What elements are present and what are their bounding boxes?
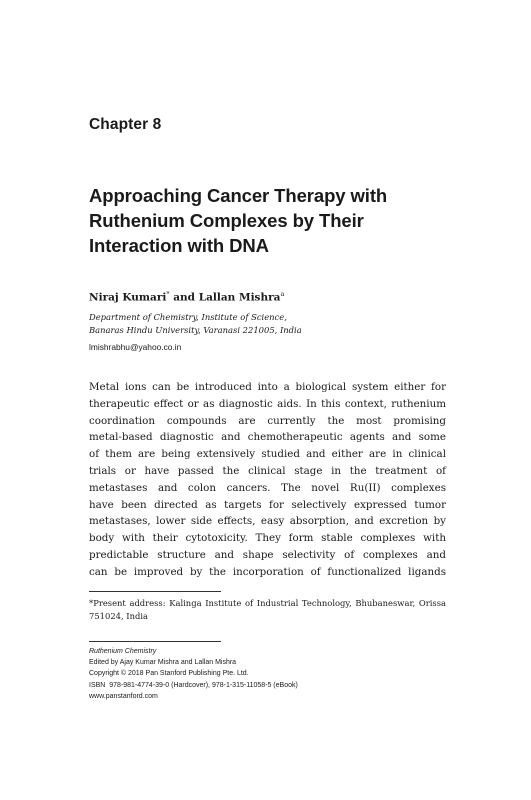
body-line: therapeutic effect or as diagnostic aids. In this context, ruthenium — [89, 397, 446, 410]
body-line: predictable structure and shape selectivity of complexes and — [89, 548, 446, 561]
body-paragraph — [89, 379, 446, 581]
editors-line: Edited by Ajay Kumar Mishra and Lallan Mishra — [89, 659, 237, 667]
publication-info — [89, 646, 298, 702]
chapter-title-line: Interaction with DNA — [89, 235, 269, 256]
book-title: Ruthenium Chemistry — [89, 648, 157, 655]
body-line: can be improved by the incorporation of functionalized ligands — [89, 565, 446, 578]
author-email[interactable]: lmishrabhu@yahoo.co.in — [89, 342, 182, 352]
chapter-label: Chapter 8 — [89, 116, 162, 133]
body-line: Metal ions can be introduced into a biological system either for — [89, 381, 446, 393]
body-line: body with their cytotoxicity. They form stable complexes with — [89, 532, 446, 545]
body-line: trials or have passed the clinical stage in the treatment of — [89, 464, 446, 477]
author-connector: and — [169, 291, 199, 304]
chapter-title — [89, 183, 449, 258]
affiliation — [89, 311, 302, 337]
footnote-divider — [89, 591, 221, 592]
body-line: of them are being extensively studied and either are in clinical — [89, 448, 446, 461]
affiliation-line: Department of Chemistry, Institute of Science, — [89, 312, 287, 322]
publication-divider — [89, 641, 221, 642]
footnote-line: *Present address: Kalinga Institute of Industrial Technology, Bhubaneswar, Orissa — [89, 598, 446, 608]
chapter-title-line: Approaching Cancer Therapy with — [89, 185, 388, 206]
publisher-website-link[interactable]: www.panstanford.com — [89, 692, 158, 700]
author-footnote-mark: * — [166, 290, 170, 298]
footnote-line: 751024, India — [89, 611, 149, 622]
isbn-line: ISBN 978-981-4774-39-0 (Hardcover), 978-1-315-11058-5 (eBook) — [89, 681, 298, 689]
chapter-title-line: Ruthenium Complexes by Their — [89, 210, 364, 231]
author-name: Niraj Kumari — [89, 291, 167, 304]
copyright-line: Copyright © 2018 Pan Stanford Publishing Pte. Ltd. — [89, 670, 249, 678]
author-affiliation-mark: a — [280, 290, 285, 298]
footnote — [89, 597, 446, 624]
author-name: Lallan Mishra — [198, 291, 281, 304]
affiliation-line: Banaras Hindu University, Varanasi 221005, India — [89, 325, 302, 335]
body-line: metastases, lower side effects, easy absorption, and excretion by — [89, 515, 446, 528]
author-list — [89, 290, 284, 304]
body-line: metal-based diagnostic and chemotherapeutic agents and some — [89, 431, 446, 444]
body-line: metastases and colon cancers. The novel Ru(II) complexes — [89, 481, 446, 494]
body-line: coordination compounds are currently the most promising — [89, 414, 446, 427]
body-line: have been directed as targets for selectively expressed tumor — [89, 498, 446, 511]
